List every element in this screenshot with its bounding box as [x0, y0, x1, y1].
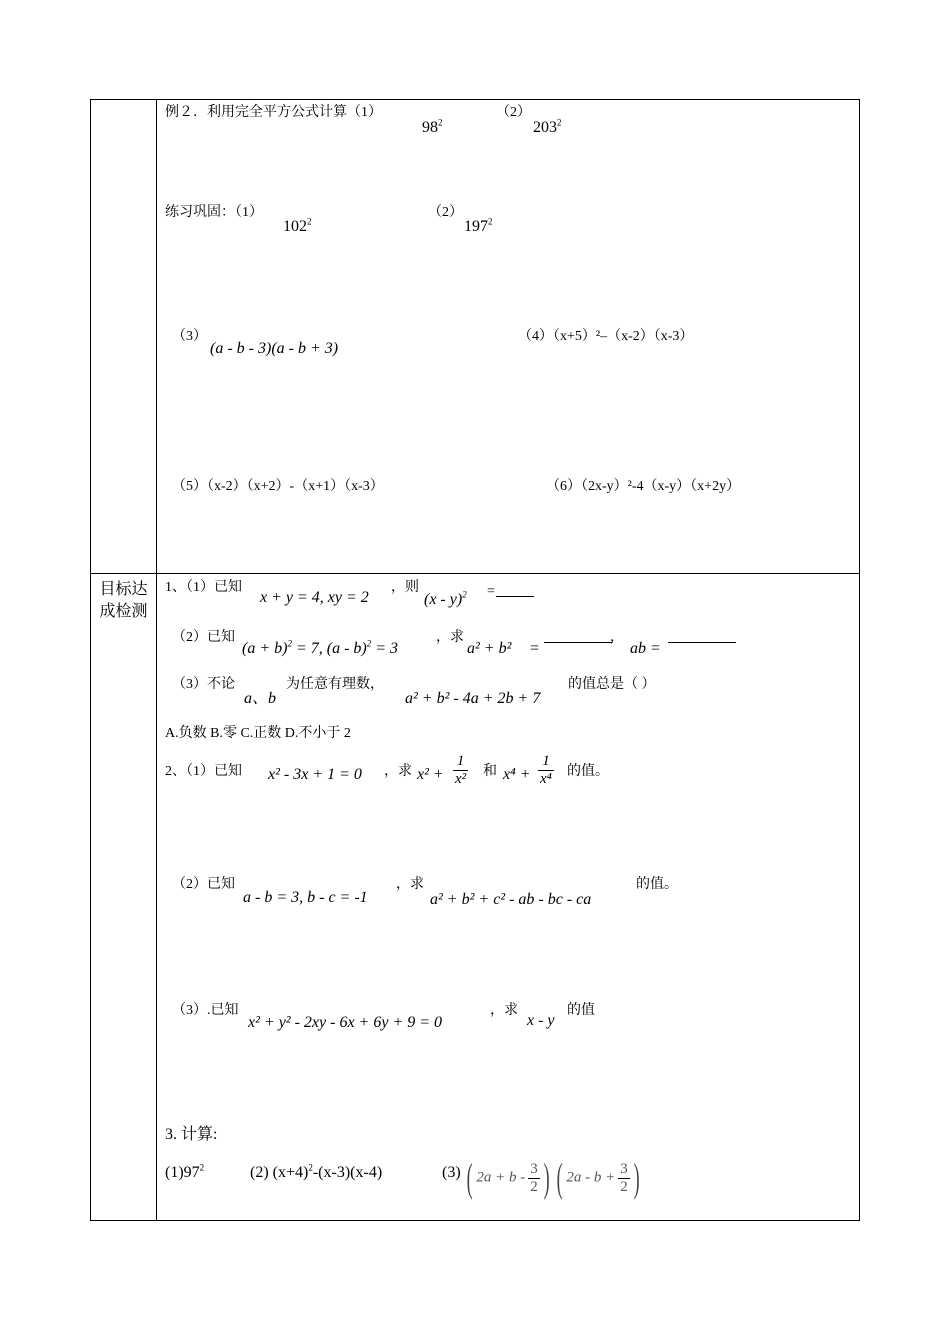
- practice-prefix: 练习巩固：（1）: [165, 205, 263, 220]
- right-paren-2: ): [633, 1155, 640, 1200]
- q2c-expr: x² + y² - 2xy - 6x + 6y + 9 = 0: [248, 1014, 443, 1031]
- example2-item2: $203^2$: [533, 117, 562, 136]
- q2b-expr: a - b = 3, b - c = -1: [243, 889, 368, 906]
- example2-item2-label: （2）: [496, 105, 531, 120]
- practice-item2: $197^2$: [464, 216, 493, 235]
- q2a-expr: x² - 3x + 1 = 0: [268, 766, 362, 783]
- q1b-prefix: （2）已知: [172, 630, 235, 645]
- q1c-options: A.负数 B.零 C.正数 D.不小于 2: [165, 726, 351, 741]
- worksheet-table: [90, 99, 860, 1221]
- practice-item5: （5）（x-2）（x+2）-（x+1）（x-3）: [172, 479, 384, 494]
- q2b-target: a² + b² + c² - ab - bc - ca: [430, 891, 592, 908]
- q1a-then: ，则: [391, 580, 419, 595]
- q1c-expr: a² + b² - 4a + 2b + 7: [405, 690, 541, 707]
- practice-item2-label: （2）: [428, 205, 463, 220]
- q1c-vars: a、b: [244, 690, 277, 707]
- q1a-equals: =: [487, 584, 495, 599]
- q3-item1: $(1)97^2$: [165, 1162, 205, 1181]
- left-paren-2: (: [556, 1155, 563, 1200]
- q1b-answer-blank2: [668, 641, 736, 643]
- practice-item3-expr: (a - b - 3)(a - b + 3): [210, 340, 339, 357]
- q1a-prefix: 1、（1）已知: [165, 580, 242, 595]
- q1b-answer-blank1: [544, 641, 612, 643]
- practice-item4: （4）（x+5）²–（x-2）（x-3）: [518, 329, 694, 344]
- q1c-mid: 为任意有理数，: [286, 677, 384, 692]
- q2b-suffix: 的值。: [636, 877, 678, 892]
- row-divider: [90, 573, 860, 574]
- q2a-x4: x⁴ +: [503, 766, 531, 783]
- q1b-qiu: ，求: [436, 630, 464, 645]
- q1b-equals: =: [530, 640, 540, 657]
- q1b-ab: ab =: [630, 640, 661, 657]
- q3-item3-expr: ( 2a + b - $\frac{3}{2}$ ) ( 2a - b + $\frac{3}{2}$ ): [466, 1155, 640, 1200]
- section-label: 目标达成检测: [99, 581, 148, 620]
- example2-prefix: 例２．利用完全平方公式计算（1）: [165, 105, 382, 120]
- practice-item3-label: （3）: [172, 329, 207, 344]
- q2b-prefix: （2）已知: [172, 877, 235, 892]
- q1b-comma: ，: [610, 630, 624, 645]
- q2a-suffix: 的值。: [567, 764, 609, 779]
- q3-title: 3. 计算:: [165, 1126, 218, 1143]
- q2a-and: 和: [483, 764, 497, 779]
- q1a-expr: x + y = 4, xy = 2: [260, 589, 369, 606]
- q2a-x2: x² +: [417, 766, 444, 783]
- q2c-target: x - y: [527, 1012, 555, 1029]
- q1b-expr: $(a + b)^2 = 7$, (a - b)$^2$ = 3: [242, 638, 399, 657]
- q2c-suffix: 的值: [567, 1003, 595, 1018]
- q2a-prefix: 2、（1）已知: [165, 764, 242, 779]
- right-paren-1: ): [543, 1155, 550, 1200]
- q2a-qiu: ，求: [384, 764, 412, 779]
- q2a-fraction2: $\frac{1}{\text{x⁴}}$: [540, 753, 552, 787]
- q2c-prefix: （3）.已知: [172, 1003, 239, 1018]
- practice-item1: $102^2$: [283, 216, 312, 235]
- q2c-qiu: ，求: [490, 1003, 518, 1018]
- practice-item6: （6）（2x-y）²-4（x-y）（x+2y）: [546, 479, 741, 494]
- q2b-qiu: ，求: [396, 877, 424, 892]
- column-divider: [156, 99, 157, 1221]
- q3-item3-label: (3): [442, 1164, 461, 1181]
- q3-item2: (2) $(x+4)^2-(x-3)(x-4)$: [250, 1162, 383, 1181]
- q1c-prefix: （3）不论: [172, 677, 235, 692]
- q2a-fraction1: $\frac{1}{\text{x²}}$: [455, 753, 467, 787]
- q1a-answer-blank: [496, 595, 534, 597]
- left-paren-1: (: [466, 1155, 473, 1200]
- q1b-target: a² + b²: [467, 640, 512, 657]
- q1a-target: (x - y)$^2$: [424, 589, 467, 608]
- q1c-suffix: 的值总是（ ）: [568, 677, 656, 692]
- example2-item1: $98^2$: [422, 117, 443, 136]
